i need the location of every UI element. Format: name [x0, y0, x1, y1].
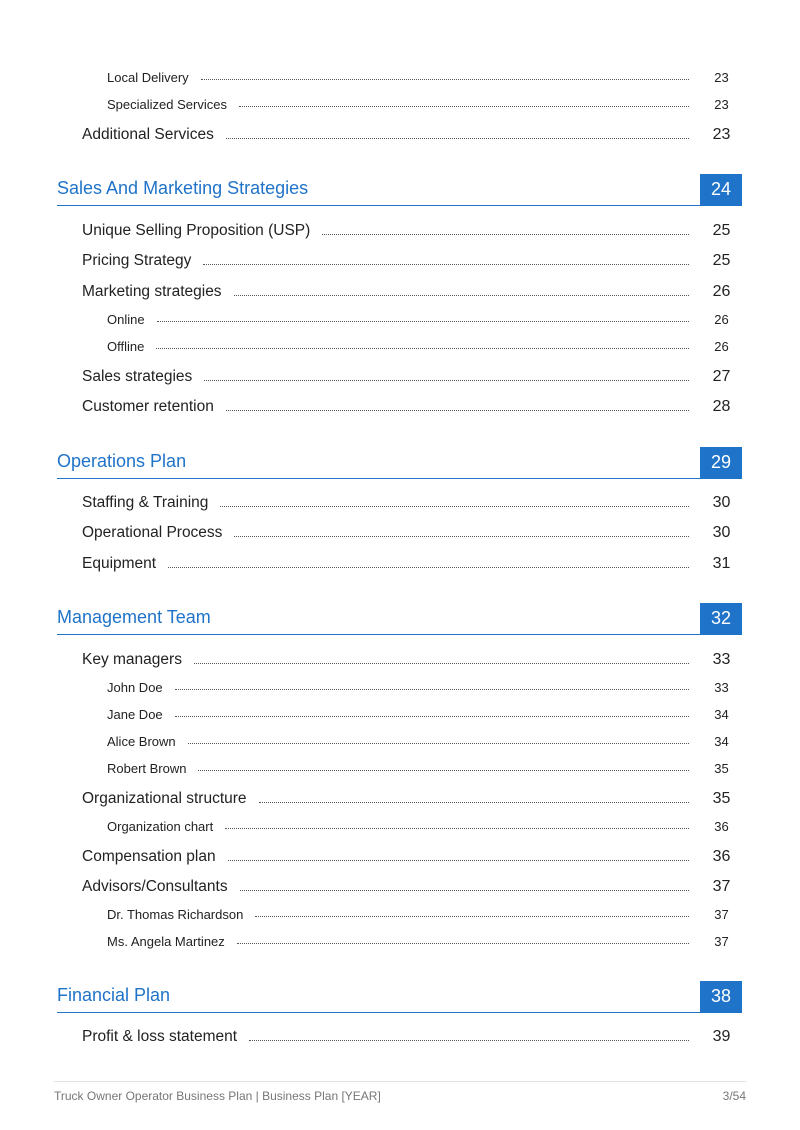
toc-entry-label: Customer retention — [82, 398, 214, 415]
toc-entry-page: 33 — [714, 680, 729, 695]
dot-leader — [201, 79, 689, 80]
toc-entry-label: Organization chart — [107, 819, 214, 834]
toc-entry-john-doe[interactable] — [107, 680, 742, 695]
toc-entry-page: 25 — [712, 252, 731, 269]
footer-document-title: Truck Owner Operator Business Plan | Business Plan [YEAR] — [54, 1089, 381, 1103]
dot-leader — [203, 264, 689, 265]
toc-entry-sales-strategies[interactable] — [82, 368, 742, 386]
toc-entry-profit-loss-statement[interactable] — [82, 1028, 742, 1046]
toc-entry-offline[interactable] — [107, 339, 742, 354]
dot-leader — [237, 943, 689, 944]
toc-entry-label: Robert Brown — [107, 761, 187, 776]
toc-entry-page: 37 — [712, 878, 731, 895]
dot-leader — [168, 567, 689, 568]
toc-entry-label: Online — [107, 312, 145, 327]
dot-leader — [255, 916, 689, 917]
toc-entry-label: Specialized Services — [107, 97, 227, 112]
dot-leader — [234, 536, 689, 537]
toc-entry-label: Advisors/Consultants — [82, 878, 228, 895]
toc-entry-operational-process[interactable] — [82, 524, 742, 542]
dot-leader — [226, 138, 689, 139]
toc-entry-label: Marketing strategies — [82, 283, 222, 300]
toc-entry-label: Profit & loss statement — [82, 1028, 238, 1045]
footer-page-number: 3/54 — [722, 1089, 746, 1103]
toc-entry-label: Offline — [107, 339, 145, 354]
toc-entry-page: 37 — [714, 907, 729, 922]
section-page-badge: 29 — [700, 447, 742, 478]
section-title: Management Team — [57, 607, 211, 627]
toc-entry-label: Sales strategies — [82, 368, 193, 385]
toc-entry-page: 26 — [712, 283, 731, 300]
toc-entry-page: 36 — [712, 848, 731, 865]
toc-entry-label: Key managers — [82, 651, 182, 668]
section-page-badge: 24 — [700, 174, 742, 205]
toc-entry-angela-martinez[interactable] — [107, 934, 742, 949]
dot-leader — [240, 890, 689, 891]
toc-entry-organization-chart[interactable] — [107, 819, 742, 834]
dot-leader — [259, 802, 689, 803]
toc-entry-label: Operational Process — [82, 524, 223, 541]
toc-entry-marketing-strategies[interactable] — [82, 283, 742, 301]
section-heading-management-team[interactable] — [57, 603, 742, 635]
toc-entry-equipment[interactable] — [82, 555, 742, 573]
toc-entry-robert-brown[interactable] — [107, 761, 742, 776]
toc-entry-local-delivery[interactable] — [107, 70, 742, 85]
dot-leader — [322, 234, 689, 235]
dot-leader — [188, 743, 689, 744]
section-title: Financial Plan — [57, 985, 171, 1005]
toc-entry-label: Staffing & Training — [82, 494, 209, 511]
toc-entry-alice-brown[interactable] — [107, 734, 742, 749]
dot-leader — [156, 348, 689, 349]
toc-entry-page: 31 — [712, 555, 731, 572]
toc-entry-label: John Doe — [107, 680, 163, 695]
section-heading-operations-plan[interactable] — [57, 447, 742, 479]
toc-entry-label: Compensation plan — [82, 848, 216, 865]
toc-entry-label: Dr. Thomas Richardson — [107, 907, 244, 922]
dot-leader — [198, 770, 689, 771]
toc-entry-page: 23 — [714, 97, 729, 112]
toc-entry-advisors-consultants[interactable] — [82, 878, 742, 896]
toc-entry-page: 27 — [712, 368, 731, 385]
toc-entry-additional-services[interactable] — [82, 126, 742, 144]
toc-entry-label: Ms. Angela Martinez — [107, 934, 225, 949]
dot-leader — [157, 321, 689, 322]
toc-entry-thomas-richardson[interactable] — [107, 907, 742, 922]
toc-entry-page: 30 — [712, 524, 731, 541]
toc-entry-page: 34 — [714, 734, 729, 749]
toc-entry-label: Pricing Strategy — [82, 252, 192, 269]
toc-entry-page: 25 — [712, 222, 731, 239]
page-footer — [54, 1081, 746, 1103]
toc-entry-key-managers[interactable] — [82, 651, 742, 669]
toc-entry-label: Local Delivery — [107, 70, 189, 85]
toc-entry-jane-doe[interactable] — [107, 707, 742, 722]
toc-entry-page: 34 — [714, 707, 729, 722]
toc-entry-label: Equipment — [82, 555, 157, 572]
toc-entry-page: 23 — [714, 70, 729, 85]
dot-leader — [249, 1040, 689, 1041]
toc-entry-label: Additional Services — [82, 126, 214, 143]
dot-leader — [175, 716, 689, 717]
dot-leader — [220, 506, 689, 507]
section-page-badge: 32 — [700, 603, 742, 634]
toc-entry-page: 30 — [712, 494, 731, 511]
dot-leader — [228, 860, 689, 861]
dot-leader — [194, 663, 689, 664]
dot-leader — [175, 689, 689, 690]
toc-entry-page: 33 — [712, 651, 731, 668]
toc-entry-label: Unique Selling Proposition (USP) — [82, 222, 311, 239]
section-heading-sales-marketing[interactable] — [57, 174, 742, 206]
dot-leader — [234, 295, 689, 296]
toc-entry-specialized-services[interactable] — [107, 97, 742, 112]
section-heading-financial-plan[interactable] — [57, 981, 742, 1013]
toc-entry-label: Alice Brown — [107, 734, 176, 749]
toc-entry-staffing-training[interactable] — [82, 494, 742, 512]
dot-leader — [226, 410, 689, 411]
dot-leader — [225, 828, 689, 829]
toc-entry-page: 37 — [714, 934, 729, 949]
toc-entry-page: 23 — [712, 126, 731, 143]
toc-entry-online[interactable] — [107, 312, 742, 327]
section-page-badge: 38 — [700, 981, 742, 1012]
toc-entry-organizational-structure[interactable] — [82, 790, 742, 808]
toc-entry-page: 26 — [714, 339, 729, 354]
toc-entry-page: 28 — [712, 398, 731, 415]
dot-leader — [204, 380, 689, 381]
toc-entry-usp[interactable] — [82, 222, 742, 240]
toc-entry-page: 35 — [712, 790, 731, 807]
toc-entry-pricing-strategy[interactable] — [82, 252, 742, 270]
toc-entry-label: Jane Doe — [107, 707, 163, 722]
toc-entry-page: 36 — [714, 819, 729, 834]
toc-entry-page: 39 — [712, 1028, 731, 1045]
section-title: Sales And Marketing Strategies — [57, 178, 309, 198]
toc-entry-label: Organizational structure — [82, 790, 247, 807]
toc-entry-compensation-plan[interactable] — [82, 848, 742, 866]
section-title: Operations Plan — [57, 451, 187, 471]
dot-leader — [239, 106, 689, 107]
toc-entry-page: 26 — [714, 312, 729, 327]
toc-entry-page: 35 — [714, 761, 729, 776]
toc-entry-customer-retention[interactable] — [82, 398, 742, 416]
